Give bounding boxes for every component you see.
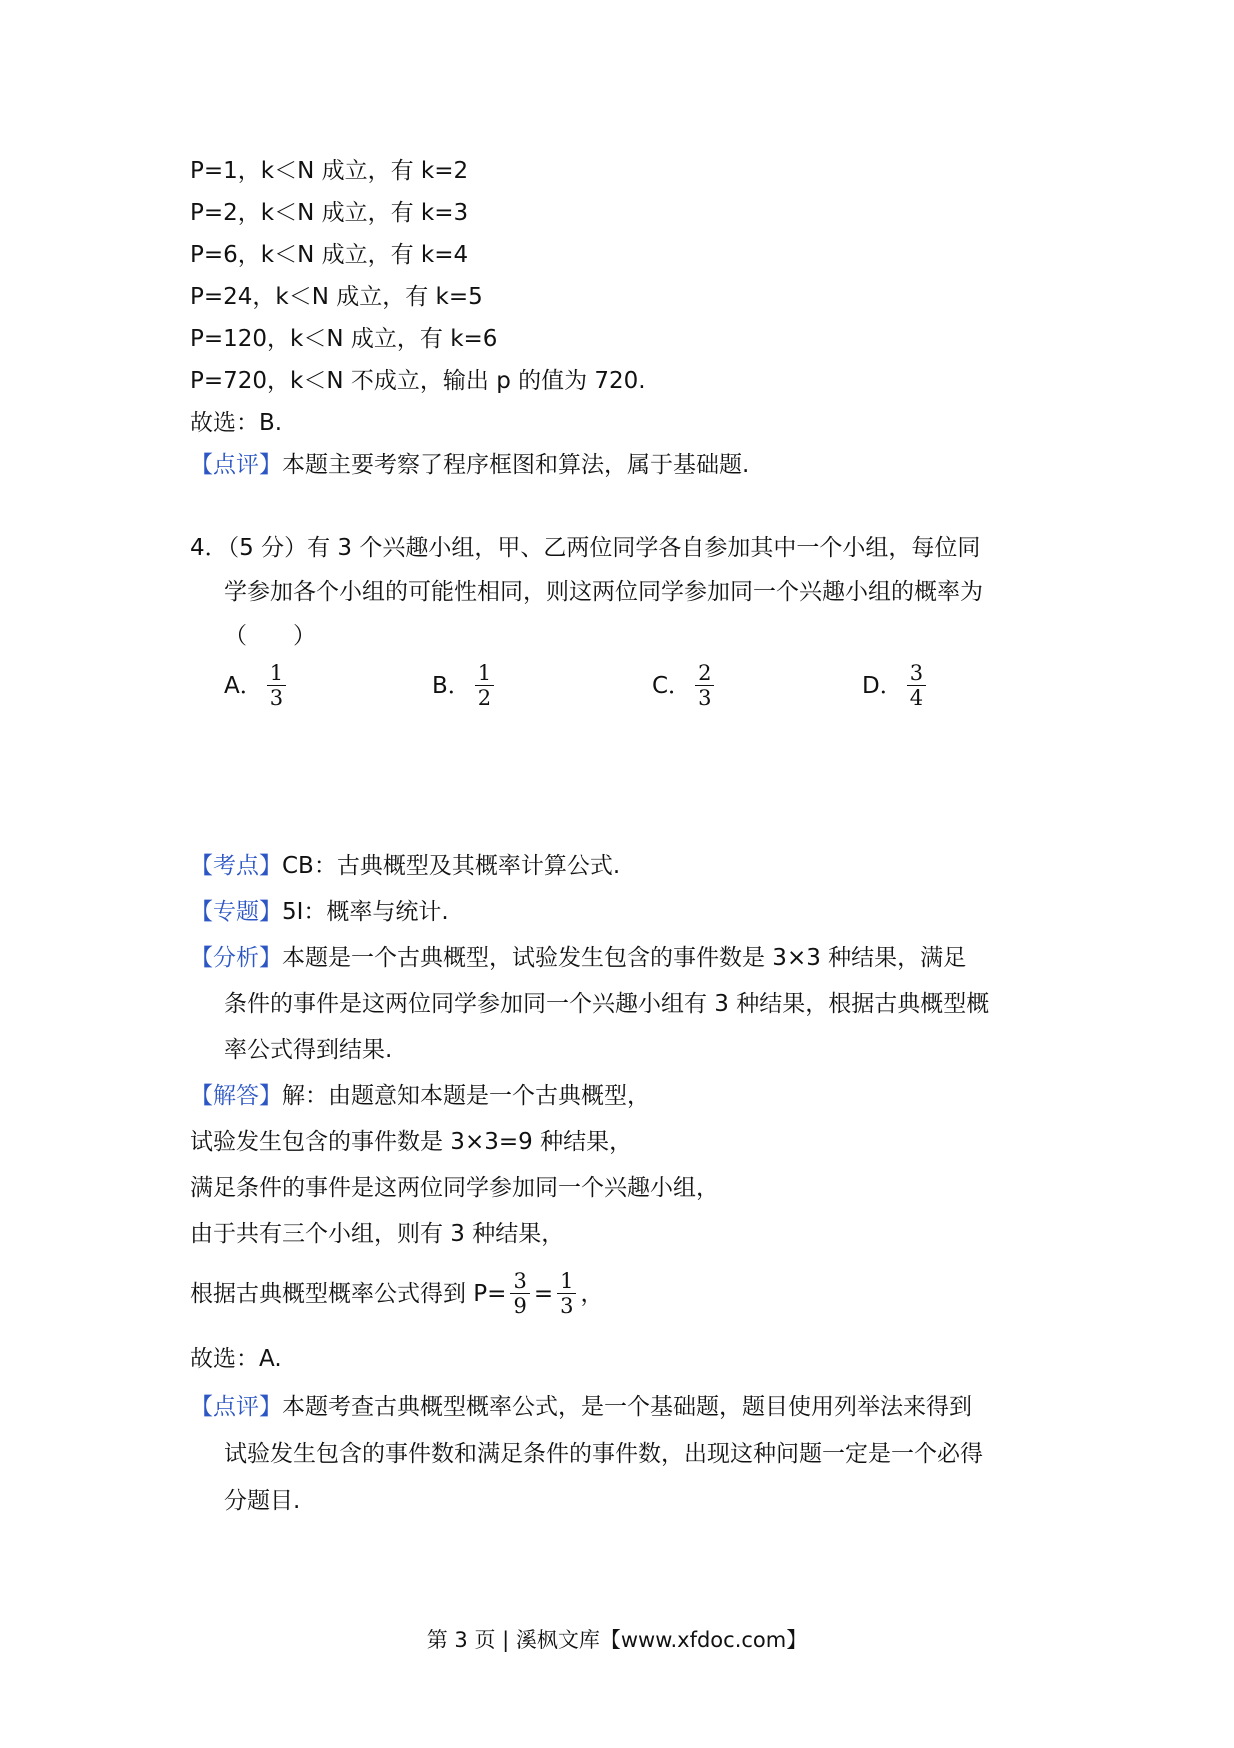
solution-step-1: P=1，k＜N 成立，有 k=2 — [190, 158, 469, 184]
page-footer: 第 3 页 | 溪枫文库【www.xfdoc.com】 — [426, 1628, 808, 1652]
review — [190, 1391, 972, 1423]
fenxi — [190, 942, 966, 974]
option-d-fraction: $\frac{3}{4}$ — [907, 662, 926, 709]
fenxi-line-3: 率公式得到结果. — [224, 1037, 393, 1063]
jieda-line-4: 由于共有三个小组，则有 3 种结果， — [190, 1221, 565, 1247]
solution-step-4: P=24，k＜N 成立，有 k=5 — [190, 284, 483, 310]
fraction-1-3: $\frac{1}{3}$ — [557, 1270, 576, 1317]
jieda-tag: 【解答】 — [190, 1083, 282, 1109]
jieda — [190, 1080, 650, 1112]
formula-equals: = — [533, 1280, 554, 1307]
fenxi-line-2: 条件的事件是这两位同学参加同一个兴趣小组有 3 种结果，根据古典概型概 — [224, 991, 990, 1017]
solution-step-3: P=6，k＜N 成立，有 k=4 — [190, 242, 469, 268]
question-4-line-3: （ ） — [224, 623, 316, 649]
question-4-line-1: 4．（5 分）有 3 个兴趣小组，甲、乙两位同学各自参加其中一个小组，每位同 — [190, 535, 981, 561]
jieda-line-1: 解：由题意知本题是一个古典概型， — [282, 1083, 650, 1109]
formula-prefix: 根据古典概型概率公式得到 P= — [190, 1280, 507, 1307]
review-text: 本题主要考察了程序框图和算法，属于基础题. — [282, 452, 750, 478]
question-4-line-2: 学参加各个小组的可能性相同，则这两位同学参加同一个兴趣小组的概率为 — [224, 579, 983, 605]
option-b-label: B． — [432, 672, 471, 699]
jieda-answer: 故选：A. — [190, 1346, 282, 1372]
review-line-1: 本题考查古典概型概率公式，是一个基础题，题目使用列举法来得到 — [282, 1394, 972, 1420]
option-b-fraction: $\frac{1}{2}$ — [475, 662, 494, 709]
review-tag: 【点评】 — [190, 1394, 282, 1420]
jieda-formula — [190, 1270, 603, 1317]
option-a-fraction: $\frac{1}{3}$ — [267, 662, 286, 709]
solution-step-2: P=2，k＜N 成立，有 k=3 — [190, 200, 469, 226]
jieda-line-3: 满足条件的事件是这两位同学参加同一个兴趣小组， — [190, 1175, 719, 1201]
fraction-3-9: $\frac{3}{9}$ — [510, 1270, 529, 1317]
jieda-line-2: 试验发生包含的事件数是 3×3=9 种结果， — [190, 1129, 633, 1155]
option-c-label: C． — [652, 672, 692, 699]
option-d-label: D． — [862, 672, 903, 699]
review-tag: 【点评】 — [190, 452, 282, 478]
option-c-fraction: $\frac{2}{3}$ — [695, 662, 714, 709]
fenxi-line-1: 本题是一个古典概型，试验发生包含的事件数是 3×3 种结果，满足 — [282, 945, 967, 971]
solution-step-6: P=720，k＜N 不成立，输出 p 的值为 720. — [190, 368, 646, 394]
kaodian — [190, 850, 620, 882]
zhuanti — [190, 896, 449, 928]
prev-answer: 故选：B. — [190, 410, 283, 436]
kaodian-text: CB：古典概型及其概率计算公式. — [282, 853, 621, 879]
option-a-label: A． — [224, 672, 263, 699]
zhuanti-text: 5I：概率与统计. — [282, 899, 449, 925]
fenxi-tag: 【分析】 — [190, 945, 282, 971]
review-line-3: 分题目. — [224, 1488, 301, 1514]
solution-step-5: P=120，k＜N 成立，有 k=6 — [190, 326, 498, 352]
option-b — [432, 662, 498, 709]
review-line-2: 试验发生包含的事件数和满足条件的事件数，出现这种问题一定是一个必得 — [224, 1441, 983, 1467]
prev-review — [190, 449, 749, 481]
option-c — [652, 662, 718, 709]
option-a — [224, 662, 290, 709]
zhuanti-tag: 【专题】 — [190, 899, 282, 925]
formula-suffix: ， — [580, 1280, 604, 1307]
option-d — [862, 662, 930, 709]
kaodian-tag: 【考点】 — [190, 853, 282, 879]
